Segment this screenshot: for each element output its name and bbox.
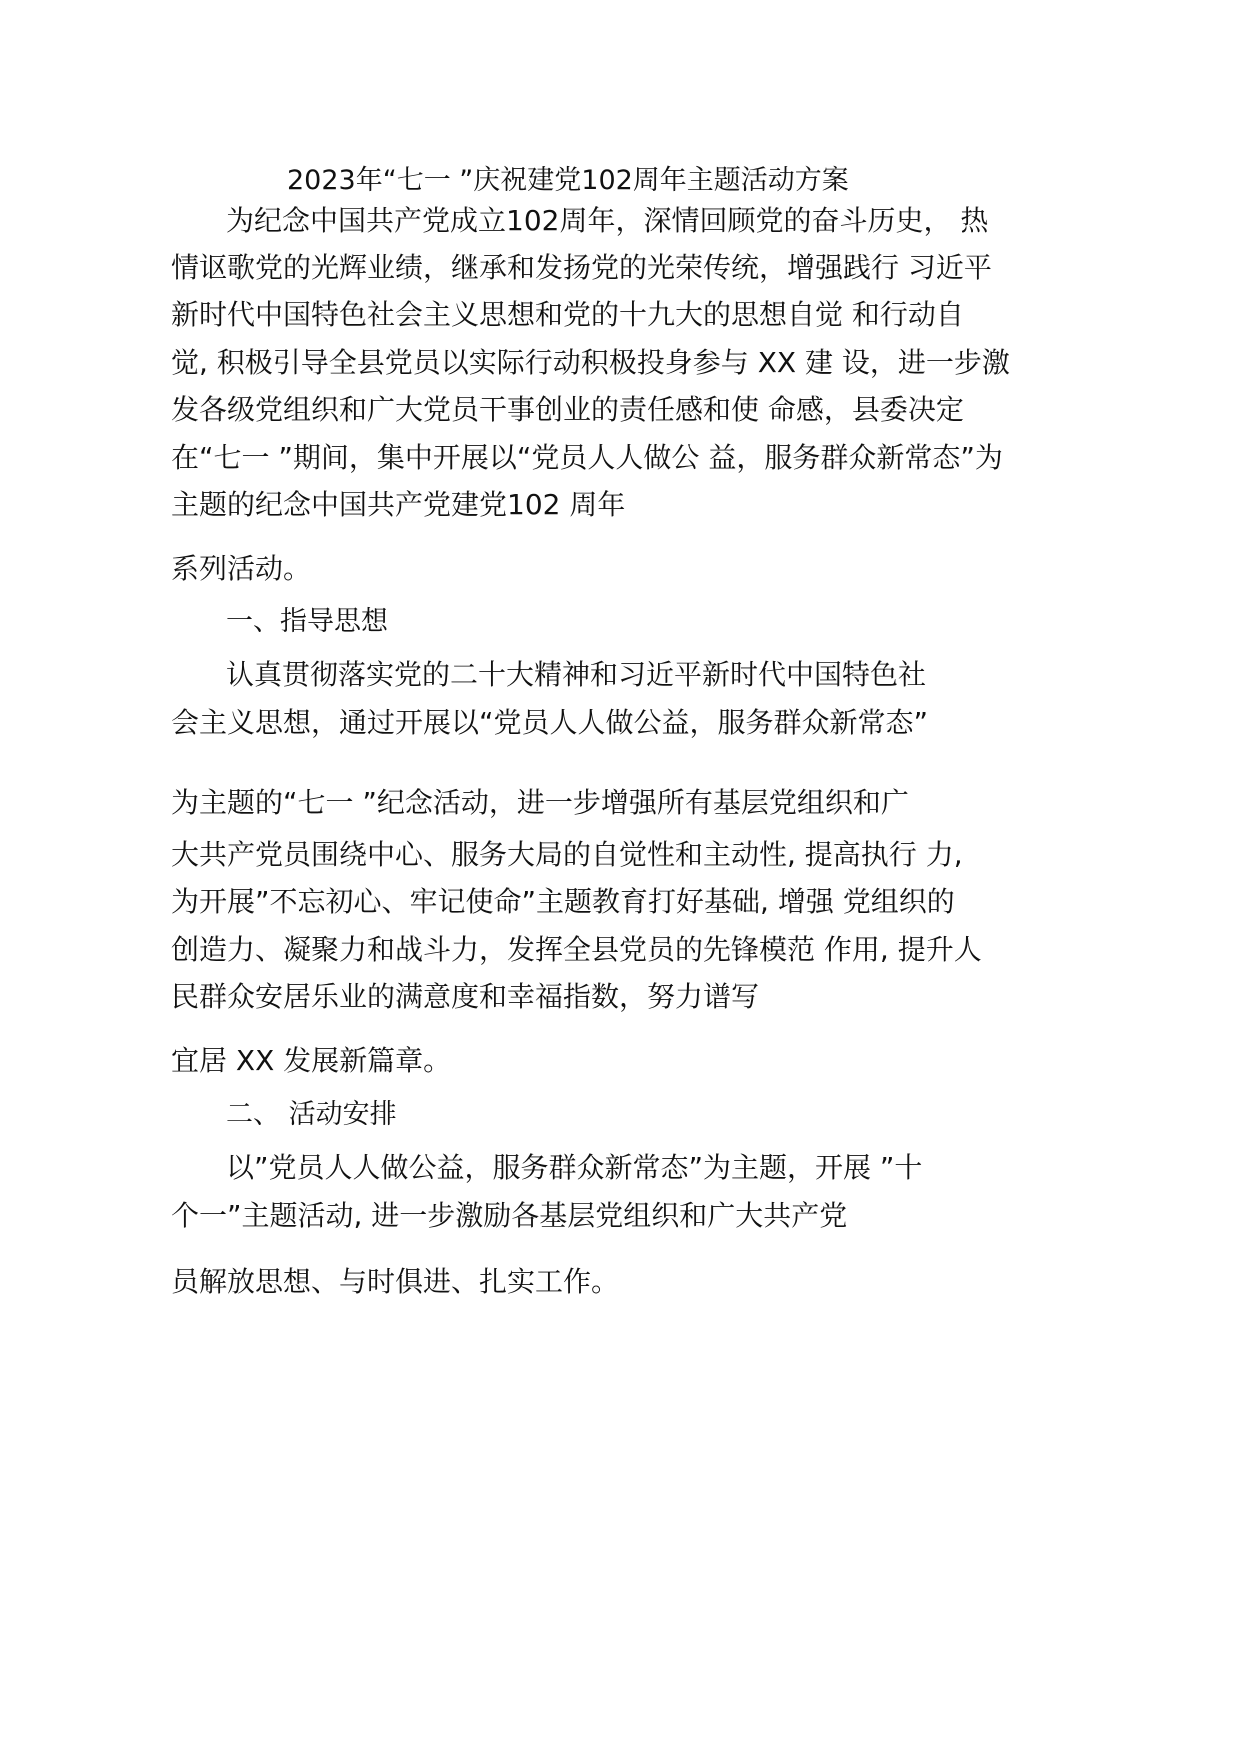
intro-line-1: 为纪念中国共产党成立102周年，深情回顾党的奋斗历史， 热: [226, 204, 989, 237]
section1-line-1: 认真贯彻落实党的二十大精神和习近平新时代中国特色社: [226, 658, 927, 691]
section-heading-activity-arrangement: 二、 活动安排: [226, 1099, 397, 1130]
intro-line-7: 主题的纪念中国共产党建党102 周年: [171, 488, 626, 521]
intro-line-6: 在“七一 ”期间，集中开展以“党员人人做公 益，服务群众新常态”为: [171, 441, 1003, 474]
section1-line-8: 宜居 XX 发展新篇章。: [171, 1044, 452, 1077]
document-title: 2023年“七一 ”庆祝建党102周年主题活动方案: [287, 165, 849, 196]
intro-line-5: 发各级党组织和广大党员干事创业的责任感和使 命感，县委决定: [171, 393, 964, 426]
section1-line-3: 为主题的“七一 ”纪念活动，进一步增强所有基层党组织和广: [171, 786, 909, 819]
intro-line-3: 新时代中国特色社会主义思想和党的十九大的思想自觉 和行动自: [171, 298, 964, 331]
intro-line-2: 情讴歌党的光辉业绩，继承和发扬党的光荣传统，增强践行 习近平: [171, 251, 992, 284]
section1-line-4: 大共产党员围绕中心、服务大局的自觉性和主动性, 提高执行 力,: [171, 838, 963, 871]
intro-line-4: 觉, 积极引导全县党员以实际行动积极投身参与 XX 建 设，进一步激: [171, 346, 1010, 379]
section1-line-5: 为开展”不忘初心、牢记使命”主题教育打好基础, 增强 党组织的: [171, 885, 955, 918]
section2-line-3: 员解放思想、与时俱进、扎实工作。: [171, 1265, 620, 1298]
section1-line-2: 会主义思想，通过开展以“党员人人做公益，服务群众新常态”: [171, 706, 929, 739]
section1-line-7: 民群众安居乐业的满意度和幸福指数，努力谱写: [171, 980, 760, 1013]
intro-line-8: 系列活动。: [171, 552, 312, 585]
section2-line-1: 以”党员人人做公益，服务群众新常态”为主题，开展 ”十: [226, 1151, 923, 1184]
section1-line-6: 创造力、凝聚力和战斗力，发挥全县党员的先锋模范 作用, 提升人: [171, 933, 982, 966]
section2-line-2: 个一”主题活动, 进一步激励各基层党组织和广大共产党: [171, 1199, 848, 1232]
section-heading-guiding-ideology: 一、指导思想: [226, 606, 388, 637]
